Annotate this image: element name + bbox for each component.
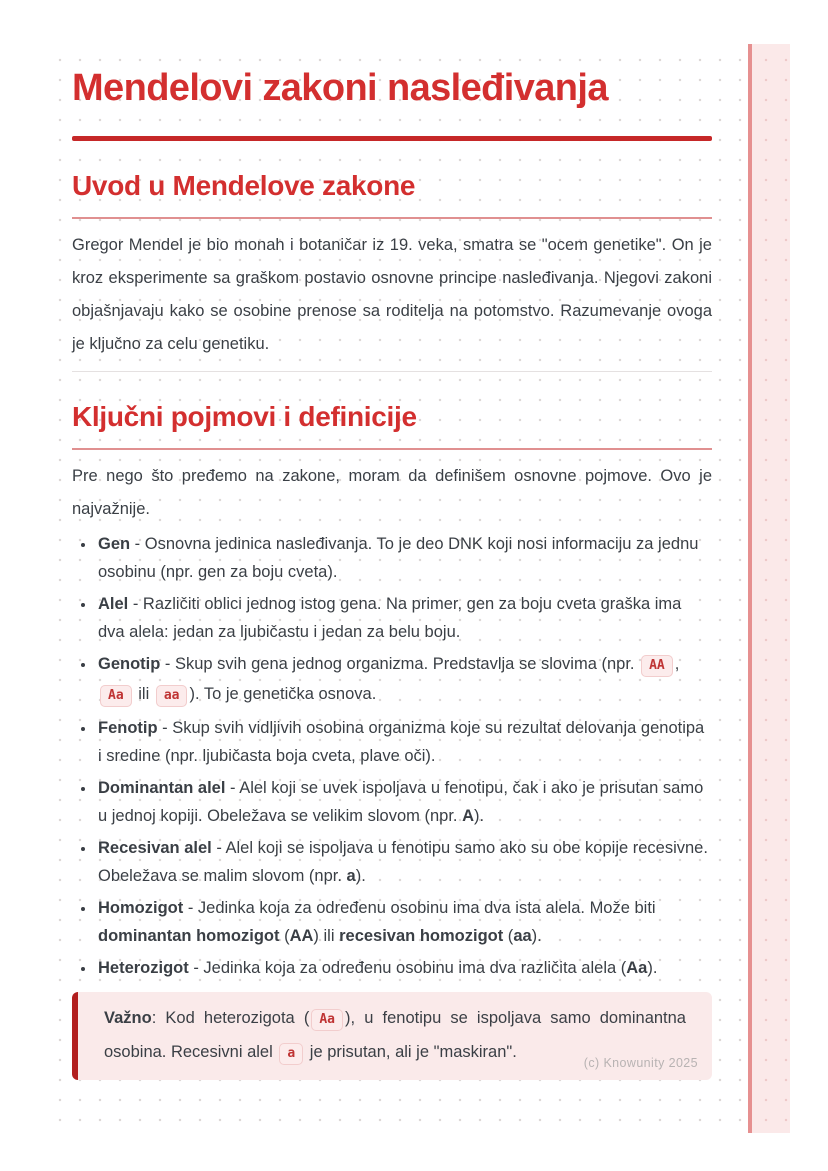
document-content — [72, 44, 712, 1080]
text-segment: ). To je genetička osnova. — [189, 685, 377, 703]
text-segment: je prisutan, ali je "maskiran". — [305, 1043, 517, 1061]
section-divider — [72, 371, 712, 372]
text-segment: - Alel koji se uvek ispoljava u fenotipu, čak i ako je prisutan samo u jednoj kopiji. Obeležava se velikim slovom (npr. — [98, 779, 704, 825]
text-segment: A — [462, 807, 475, 825]
term-name: Homozigot — [98, 899, 184, 917]
text-segment: , — [674, 655, 680, 673]
text-segment: AA — [289, 927, 314, 945]
allele-badge: Aa — [100, 685, 132, 707]
term-item — [96, 954, 712, 982]
key-terms-heading: Ključni pojmovi i definicije — [72, 401, 417, 432]
key-terms-heading-rule — [72, 448, 712, 450]
term-item — [96, 894, 712, 950]
text-segment: Važno — [104, 1009, 152, 1027]
text-segment: recesivan homozigot — [339, 927, 504, 945]
text-segment: aa — [513, 927, 532, 945]
term-name: Dominantan alel — [98, 779, 226, 797]
term-item — [96, 714, 712, 770]
text-segment: a — [346, 867, 356, 885]
text-segment: - Alel koji se ispoljava u fenotipu samo ako su obe kopije recesivne. Obeležava se malim slovom (npr. — [98, 839, 708, 885]
allele-badge: a — [279, 1043, 303, 1065]
text-segment: ). — [355, 867, 366, 885]
term-name: Heterozigot — [98, 959, 189, 977]
text-segment: : Kod heterozigota ( — [151, 1009, 310, 1027]
term-name: Fenotip — [98, 719, 158, 737]
term-name: Recesivan alel — [98, 839, 212, 857]
section-intro — [72, 168, 712, 361]
intro-heading-rule — [72, 217, 712, 219]
text-segment: - Jedinka koja za određenu osobinu ima dva ista alela. Može biti — [183, 899, 656, 917]
text-segment: ), u fenotipu se ispoljava samo dominantna osobina. Recesivni alel — [104, 1009, 686, 1061]
allele-badge: AA — [641, 655, 673, 677]
text-segment: ili — [133, 685, 154, 703]
text-segment: Aa — [626, 959, 648, 977]
text-segment: ) ili — [313, 927, 340, 945]
copyright: (c) Knowunity 2025 — [583, 1056, 698, 1070]
allele-badge: Aa — [311, 1009, 343, 1031]
title-rule — [72, 136, 712, 141]
term-item — [96, 834, 712, 890]
notebook-sheet — [44, 44, 790, 1133]
intro-paragraph: Gregor Mendel je bio monah i botaničar iz 19. veka, smatra se "ocem genetike". On je kroz eksperimente sa graškom postavio osnovne principe nasleđivanja. Njegovi zakoni objašnjavaju kako se osobine prenose sa roditelja na potomstvo. Razumevanje ovoga je ključno za celu genetiku. — [72, 236, 712, 353]
term-name: Alel — [98, 595, 129, 613]
term-name: Genotip — [98, 655, 161, 673]
text-segment: ). — [474, 807, 485, 825]
text-segment: - Skup svih vidljivih osobina organizma koje su rezultat delovanja genotipa i sredine (npr. ljubičasta boja cveta, plave oči). — [98, 719, 705, 765]
term-item — [96, 774, 712, 830]
text-segment: dominantan homozigot — [98, 927, 280, 945]
section-key-terms — [72, 399, 712, 1080]
term-item — [96, 650, 712, 710]
text-segment: ( — [279, 927, 290, 945]
terms-list — [72, 530, 712, 982]
page-title: Mendelovi zakoni nasleđivanja — [72, 67, 608, 109]
term-item — [96, 530, 712, 586]
text-segment: ). — [531, 927, 542, 945]
text-segment: - Osnovna jedinica nasleđivanja. To je deo DNK koji nosi informaciju za jednu osobinu (npr. gen za boju cveta). — [98, 535, 699, 581]
intro-heading: Uvod u Mendelove zakone — [72, 170, 416, 201]
text-segment: ( — [503, 927, 514, 945]
text-segment: - Jedinka koja za određenu osobinu ima dva različita alela ( — [188, 959, 627, 977]
term-item — [96, 590, 712, 646]
margin-stripe — [748, 44, 790, 1133]
key-terms-paragraph: Pre nego što pređemo na zakone, moram da definišem osnovne pojmove. Ovo je najvažnije. — [72, 467, 712, 518]
text-segment: ). — [647, 959, 658, 977]
allele-badge: aa — [156, 685, 188, 707]
text-segment: - Skup svih gena jednog organizma. Predstavlja se slovima (npr. — [160, 655, 640, 673]
text-segment: - Različiti oblici jednog istog gena. Na primer, gen za boju cveta graška ima dva alela: jedan za ljubičastu i jedan za belu boju. — [98, 595, 682, 641]
term-name: Gen — [98, 535, 131, 553]
